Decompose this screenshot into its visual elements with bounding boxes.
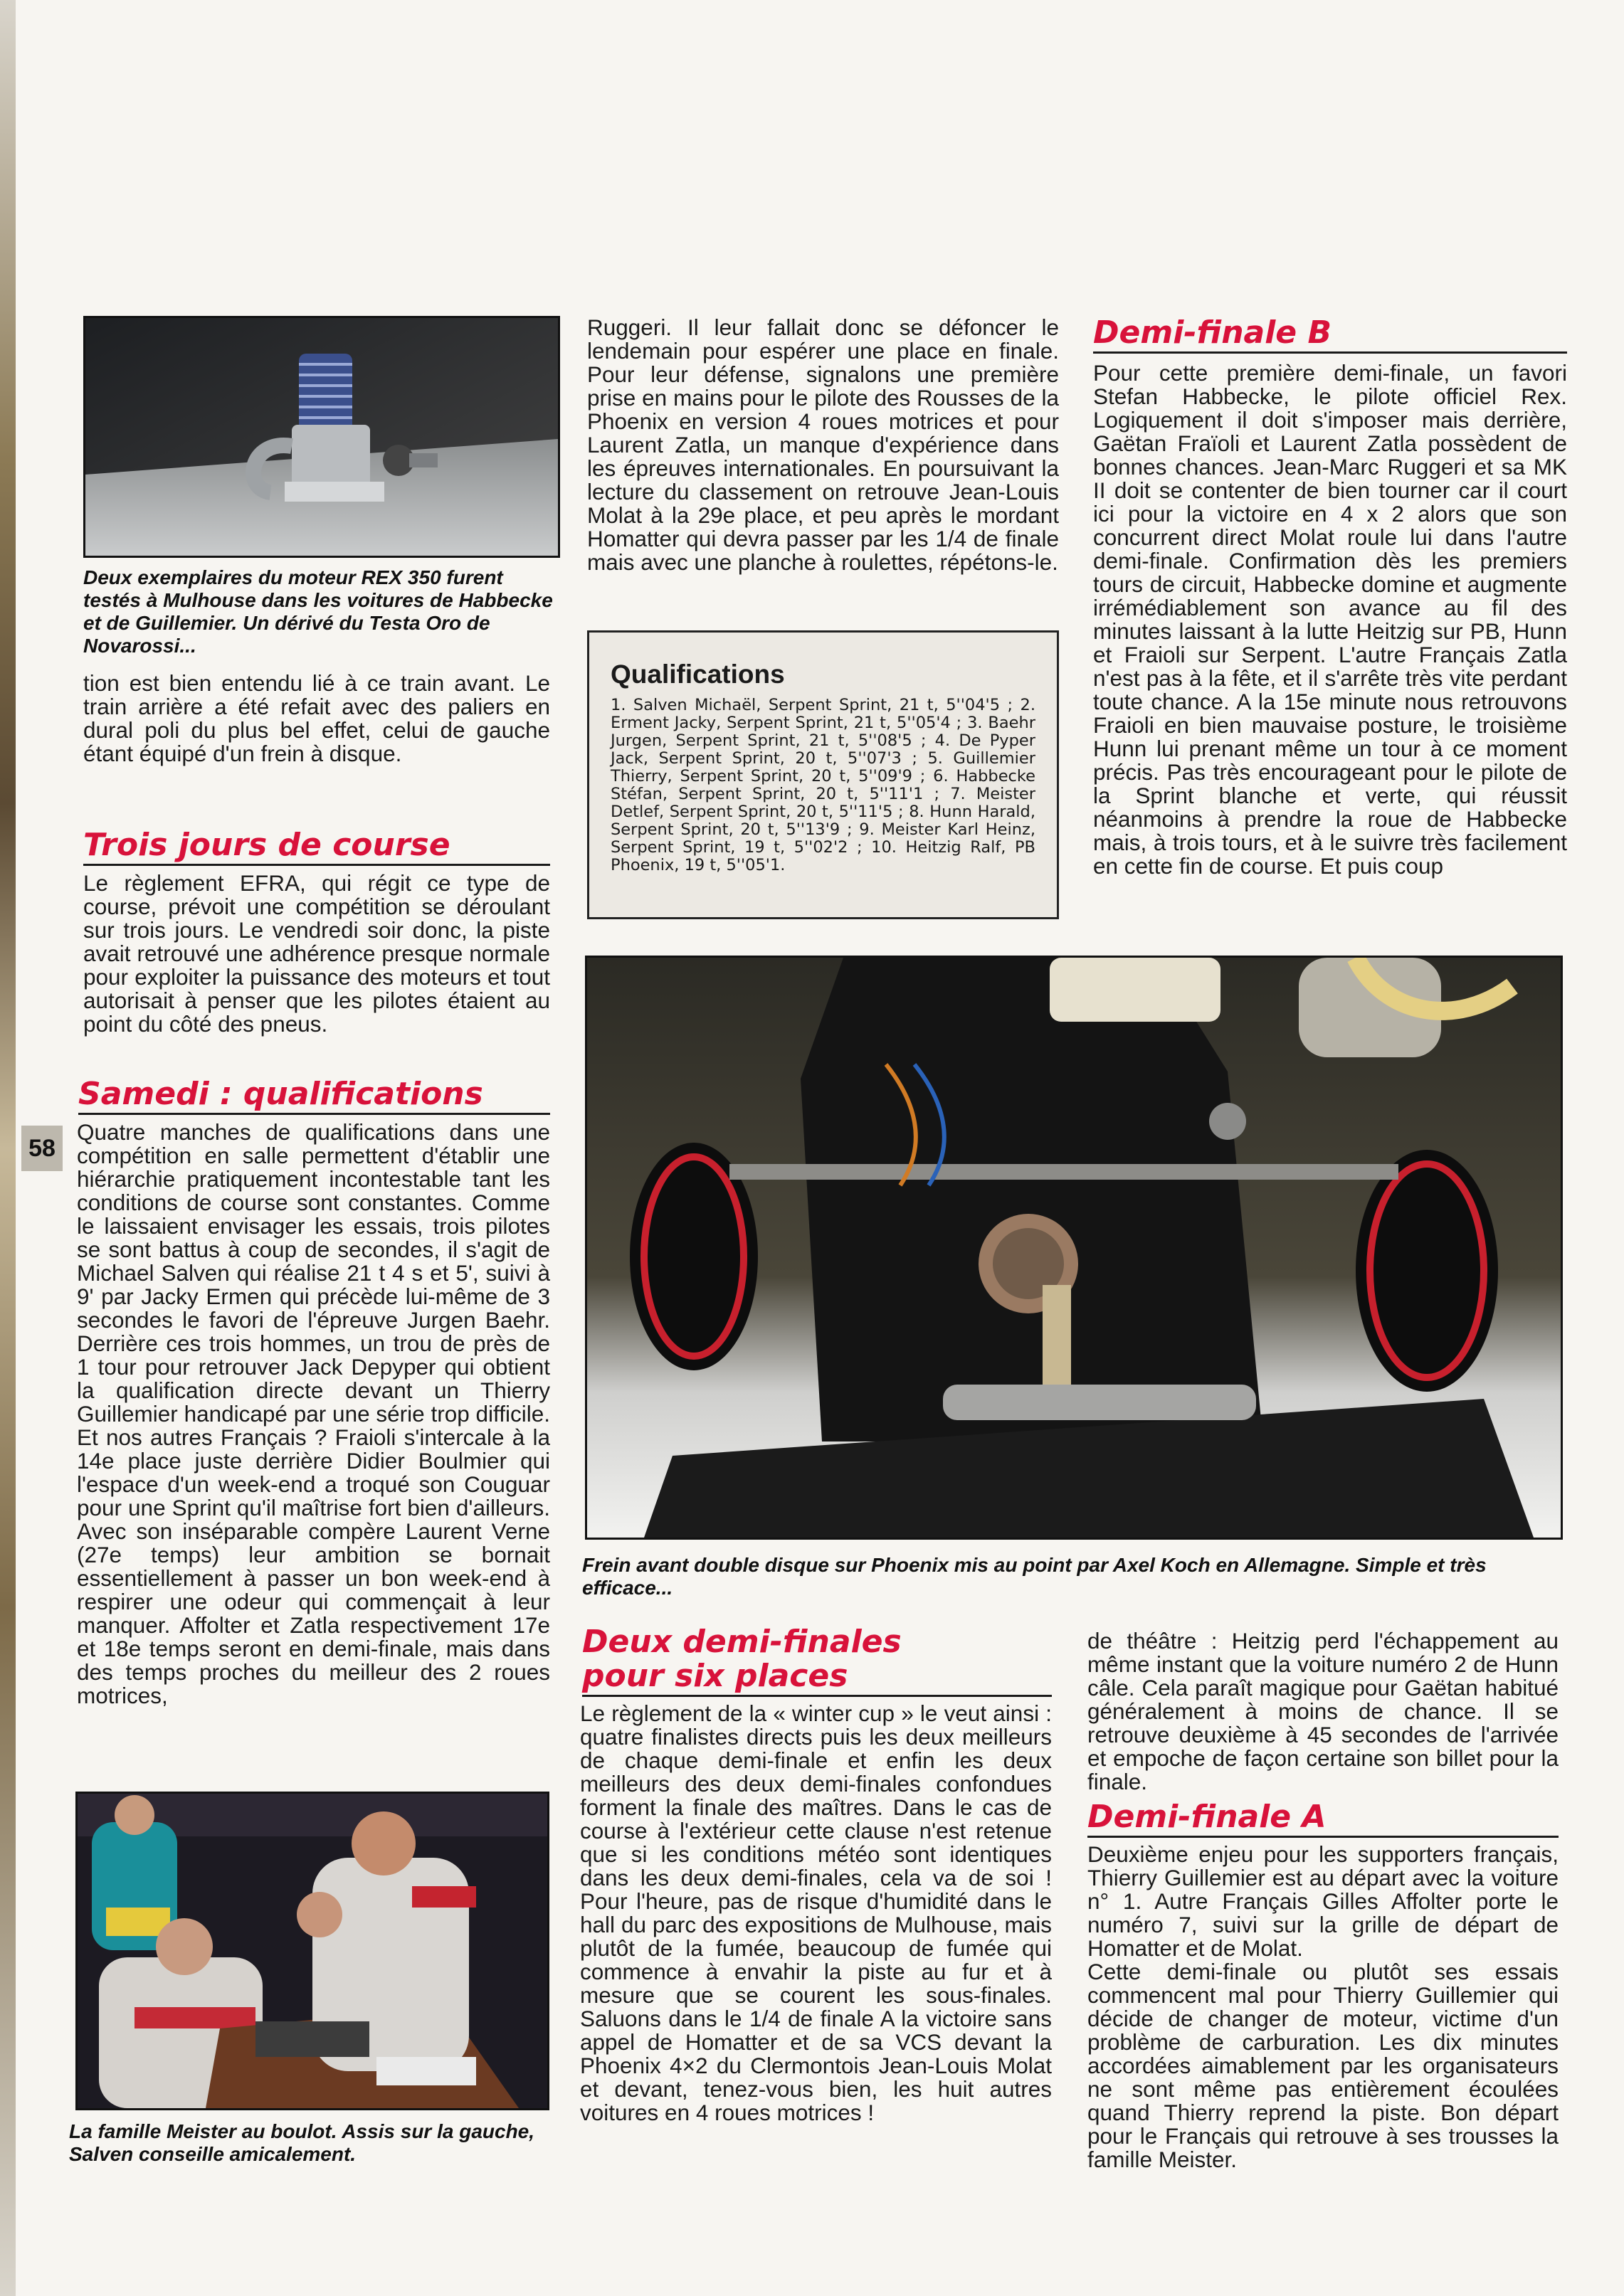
deux-demi-section [580,1702,1052,2125]
col3-bottom [1087,1629,1559,1794]
qualifications-box [587,630,1059,919]
heading-demi-a: Demi-finale A [1087,1800,1559,1838]
heading-demi-b: Demi-finale B [1093,316,1567,354]
trois-jours-text: Le règlement EFRA, qui régit ce type de course, prévoit une compétition se déroulant sur trois jours. Le vendredi soir donc, la piste avait retrouvé une adhérence presque normale pour exploiter la puissance des moteurs et tout autorisait à penser que les pilotes étaient au point du côté des pneus. [83,870,550,1037]
heading-deux-demi [582,1625,1052,1697]
demi-b-section [1093,361,1567,878]
qualifications-title: Qualifications [611,660,785,689]
heading-deux-demi-line2: pour six places [582,1658,848,1694]
demi-a-text-1: Deuxième enjeu pour les supporters français, Thierry Guillemier est au départ avec la voiture n° 1. Autre Français Gilles Affolter porte le numéro 7, suivi sur la grille de départ de Homatter et de Molat. [1087,1841,1559,1961]
demi-a-section [1087,1843,1559,2171]
col2-top-text: Ruggeri. Il leur fallait donc se défoncer le lendemain pour espérer une place en finale. Pour leur défense, signalons une première prise en mains pour le pilote des Rousses de la Phoenix en version 4 roues motrices et pour Laurent Zatla, un manque d'expérience dans les épreuves internationales. En poursuivant la lecture du classement on retrouve Jean-Louis Molat à la 29e place, et peu après le mordant Homatter qui devra passer par les 1/4 de finale mais avec une planche à roulettes, répétons-le. [587,314,1059,575]
heading-deux-demi-line1: Deux demi-finales [582,1624,902,1660]
family-photo-caption: La famille Meister au boulot. Assis sur la gauche, Salven conseille amicalement. [69,2120,535,2165]
chassis-photo [585,956,1563,1540]
deux-demi-text: Le règlement de la « winter cup » le veut ainsi : quatre finalistes directs puis les deux meilleurs de chaque demi-finale et enfin les deux meilleurs des deux demi-finales confondues forment la finale des maîtres. Dans le cas de course à l'extérieur cette clause n'est retenue que si les conditions météo sont identiques dans les deux demi-finales, cela va de soi ! Pour l'heure, pas de risque d'humidité dans le hall du parc des expositions de Mulhouse, mais plutôt de la fumée, beaucoup de fumée qui commence à envahir la piste au fur et à mesure que se courent les sous-finales. Saluons dans le 1/4 de finale A la victoire sans appel de Homatter et de sa VCS devant la Phoenix 4×2 du Clermontois Jean-Louis Molat et devant, tenez-vous bien, les huit autres voitures en 4 roues motrices ! [580,1700,1052,2125]
page-number: 58 [21,1126,63,1171]
chassis-photo-caption: Frein avant double disque sur Phoenix mis au point par Axel Koch en Allemagne. Simple et très efficace... [582,1554,1487,1599]
samedi-section [77,1121,550,1708]
samedi-text: Quatre manches de qualifications dans une compétition en salle permettent d'établir une hiérarchie pratiquement incontestable tant les conditions de course sont constantes. Comme le laissaient envisager les essais, trois pilotes se sont battus à coup de secondes, il s'agit de Michael Salven qui réalise 21 t 4 s et 5', suivi à 9' par Jacky Ermen qui précède lui-même de 3 secondes le favori de l'épreuve Jurgen Baehr. Derrière ces trois hommes, un trou de près de 1 tour pour retrouver Jack Depyper qui obtient la qualification directe devant un Thierry Guillemier handicapé par une série trop difficile. Et nos autres Français ? Fraioli s'intercale à la 14e place juste derrière Didier Boulmier qui l'espace d'un week-end a troqué son Couguar pour une Sprint qu'il maîtrise fort bien d'ailleurs. Avec son inséparable compère Laurent Verne (27e temps) leur ambition se bornait essentiellement à passer un bon week-end à respirer une odeur qui commençait à leur manquer. Affolter et Zatla respectivement 17e et 18e temps seront en demi-finale, mais dans des temps proches du meilleur des 2 roues motrices, [77,1119,550,1708]
col1-intro [83,672,550,766]
demi-b-text: Pour cette première demi-finale, un favori Stefan Habbecke, le pilote officiel Rex. Logiquement il doit s'imposer mais derrière, Gaëtan Fraïoli et Laurent Zatla possèdent de bonnes chances. Jean-Marc Ruggeri et sa MK II doit se contenter de bien tourner car il court ici pour la victoire en 4 x 2 alors que son concurrent direct Molat roule lui dans l'autre demi-finale. Confirmation dès les premiers tours de circuit, Habbecke domine et augmente irrémédiablement son avance au fil des minutes laissant à la lutte Heitzig sur PB, Hunn et Fraioli sur Serpent. L'autre Français Zatla n'est pas à la fête, et il s'arrête très vite perdant toute chance. A la 15e minute nous retrouvons Fraioli en bien mauvaise posture, le troisième Hunn lui prenant même un tour à ce moment précis. Pas très encourageant pour le pilote de la Sprint blanche et verte, qui réussit néanmoins à prendre la roue de Habbecke mais, à trois tours, et à le suivre très facilement en cette fin de course. Et puis coup [1093,360,1567,879]
engine-photo-image [85,318,558,556]
family-photo [75,1792,549,2110]
page-edge [0,0,16,2296]
engine-photo [83,316,560,558]
col1-intro-text: tion est bien entendu lié à ce train avant. Le train arrière a été refait avec des paliers en dural poli du plus bel effet, celui de gauche étant équipé d'un frein à disque. [83,670,550,766]
engine-photo-caption: Deux exemplaires du moteur REX 350 furent testés à Mulhouse dans les voitures de Habbecke et de Guillemier. Un dérivé du Testa Oro de Novarossi... [83,566,553,657]
col2-top [587,316,1059,574]
trois-jours-section [83,872,550,1036]
col3-bottom-text: de théâtre : Heitzig perd l'échappement au même instant que la voiture numéro 2 de Hunn câle. Cela paraît magique pour Gaëtan habitué généralement à moins de chance. Il se retrouve deuxième à 45 secondes de l'arrivée et empoche de façon certaine son billet pour la finale. [1087,1628,1559,1794]
heading-samedi: Samedi : qualifications [78,1077,550,1115]
heading-trois-jours: Trois jours de course [83,828,550,866]
chassis-photo-image [587,958,1561,1538]
family-photo-image [78,1794,547,2108]
demi-a-text-2: Cette demi-finale ou plutôt ses essais commencent mal pour Thierry Guillemier qui décide de changer de moteur, victime d'un problème de carburation. Les dix minutes accordées aimablement par les organisateurs ne sont même pas entièrement écoulées quand Thierry reprend la piste. Bon départ pour le Français qui retrouve à ses trousses la famille Meister. [1087,1959,1559,2172]
qualifications-list: 1. Salven Michaël, Serpent Sprint, 21 t, 5''04'5 ; 2. Erment Jacky, Serpent Sprint, 21 t, 5''05'4 ; 3. Baehr Jurgen, Serpent Sprint, 21 t, 5''08'5 ; 4. De Pyper Jack, Serpent Sprint, 20 t, 5''07'3 ; 5. Guillemier Thierry, Serpent Sprint, 20 t, 5''09'9 ; 6. Habbecke Stéfan, Serpent Sprint, 20 t, 5''11'1 ; 7. Meister Detlef, Serpent Sprint, 20 t, 5''11'5 ; 8. Hunn Harald, Serpent Sprint, 20 t, 5''13'9 ; 9. Meister Karl Heinz, Serpent Sprint, 19 t, 5''02'2 ; 10. Heitzig Ralf, PB Phoenix, 19 t, 5''05'1. [611,696,1035,874]
